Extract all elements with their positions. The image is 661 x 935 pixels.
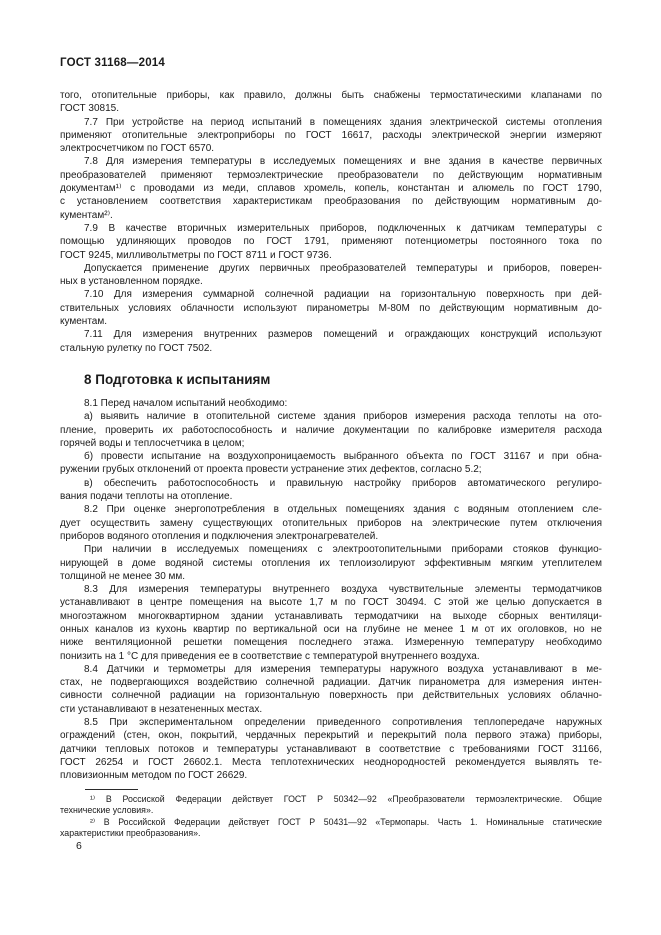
text-line: 7.11 Для измерения внутренних размеров помещений и ограждающих конструкций используют xyxy=(84,329,602,341)
paragraph xyxy=(60,262,602,289)
text-line: горячей воды и теплосчетчика в целом; xyxy=(60,437,245,449)
text-line: стах, не подвергающихся воздействию солнечной радиации. Датчик пиранометра для измерения интен- xyxy=(60,677,602,689)
text-line: сти устанавливают в незатененных местах. xyxy=(60,703,263,715)
footnote-divider xyxy=(85,789,138,790)
document-body xyxy=(60,89,602,840)
text-line: пловизионным методом по ГОСТ 26629. xyxy=(60,770,248,782)
text-line: кументам. xyxy=(60,316,108,328)
text-line: технические условия». xyxy=(60,805,154,816)
paragraph xyxy=(60,116,602,156)
text-line: б) провести испытание на воздухопроницаемость выбранного объекта по ГОСТ 31167 и при обна- xyxy=(84,451,602,463)
text-line: ных в установленном порядке. xyxy=(60,276,203,288)
text-line: ГОСТ 9245, милливольтметры по ГОСТ 8711 и ГОСТ 9736. xyxy=(60,249,332,261)
text-line: 8.2 При оценке энергопотребления в отдельных помещениях здания с водяным отоплением сле- xyxy=(84,504,602,516)
text-line: 7.7 При устройстве на период испытаний в помещениях здания электрической системы отопления xyxy=(84,116,602,128)
text-line: 8.3 Для измерения температуры внутреннего воздуха чувствительные элементы термодатчиков xyxy=(84,584,602,596)
text-line: онных каналов из кухонь квартир по вертикальной оси на глубине не менее 1 м от их оголовков, но не xyxy=(60,623,602,635)
paragraph xyxy=(60,89,602,116)
paragraph xyxy=(60,155,602,221)
text-line: ниже вентиляционной решетки помещения последнего этажа. Измеренную температуру необходимо xyxy=(60,637,602,649)
paragraph xyxy=(60,397,602,410)
paragraph xyxy=(60,450,602,477)
text-line: ружении грубых отклонений от проекта провести устранение этих дефектов, согласно 5.2; xyxy=(60,464,482,476)
text-line: преобразователей применяют термоэлектрические преобразователи по действующим нормативным xyxy=(60,169,602,181)
text-line: 7.10 Для измерения суммарной солнечной радиации на горизонтальную поверхность при дей- xyxy=(84,289,602,301)
paragraph xyxy=(60,583,602,663)
paragraph xyxy=(60,222,602,262)
paragraph xyxy=(60,716,602,782)
text-line: Допускается применение других первичных преобразователей температуры и приборов, поверен- xyxy=(84,262,602,274)
paragraph-list xyxy=(60,89,602,783)
paragraph xyxy=(60,410,602,450)
text-line: понизить на 1 °С для приведения ее в соответствие с температурой внутреннего воздуха. xyxy=(60,650,480,662)
text-line: 7.8 Для измерения температуры в исследуемых помещениях и вне здания в качестве первичных xyxy=(84,156,602,168)
text-line: приборов водяного отопления и подключения электронагревателей. xyxy=(60,530,379,542)
text-line: а) выявить наличие в отопительной системе здания приборов измерения расхода теплоты на ото- xyxy=(84,411,602,423)
text-line: ²⁾ В Российской Федерации действует ГОСТ Р 50431—92 «Термопары. Часть 1. Номинальные статические xyxy=(90,816,602,827)
text-line: ¹⁾ В Россиской Федерации действует ГОСТ Р 50342—92 «Преобразователи термоэлектрические. Общие xyxy=(90,793,602,804)
page-number: 6 xyxy=(76,840,82,852)
text-line: документам¹⁾ с проводами из меди, сплавов хромель, копель, константан и алюмель по ГОСТ 1790, xyxy=(60,183,602,195)
text-line: электросчетчиком по ГОСТ 6570. xyxy=(60,143,215,155)
text-line: ограждений (стен, окон, покрытий, чердачных перекрытий и перекрытий пола первого этажа) приборы, xyxy=(60,730,602,742)
footnote xyxy=(60,817,602,840)
text-line: нирующей в доме водяной системы отопления их теплоизолируют эффективным мягким утеплителем xyxy=(60,557,602,569)
section-heading: 8 Подготовка к испытаниям xyxy=(84,371,271,387)
text-line: применяют отопительные электроприборы по ГОСТ 16617, расходы электрической энергии измеряют xyxy=(60,129,602,141)
text-line: толщиной не менее 30 мм. xyxy=(60,570,186,582)
text-line: ГОСТ 30815. xyxy=(60,103,119,115)
text-line: стальную рулетку по ГОСТ 7502. xyxy=(60,342,213,354)
footnotes-section xyxy=(60,794,602,840)
text-line: характеристики преобразования». xyxy=(60,828,201,839)
text-line: помощью удлиняющих проводов по ГОСТ 1791, применяют потенциометры постоянного тока по xyxy=(60,236,602,248)
text-line: в) обеспечить работоспособность и правильную настройку приборов автоматического регулиро- xyxy=(84,477,602,489)
text-line: сивности солнечной радиации на горизонтальную поверхность при действительных условиях облачно- xyxy=(60,690,602,702)
paragraph xyxy=(60,663,602,716)
text-line: датчики тепловых потоков и температуры устанавливают в соответствие с требованиями ГОСТ 31166, xyxy=(60,743,602,755)
text-line: того, отопительные приборы, как правило, должны быть снабжены термостатическими клапанами по xyxy=(60,90,602,101)
paragraph xyxy=(60,503,602,543)
text-line: ГОСТ 26254 и ГОСТ 26602.1. Места теплотехнических неоднородностей рекомендуется выявлять те- xyxy=(60,756,602,768)
text-line: 8.5 При экспериментальном определении приведенного сопротивления теплопередаче наружных xyxy=(84,717,602,729)
page-header: ГОСТ 31168—2014 xyxy=(60,57,165,69)
text-line: вания подачи теплоты на отопление. xyxy=(60,491,233,503)
paragraph xyxy=(60,288,602,328)
paragraph xyxy=(60,477,602,504)
text-line: 8.4 Датчики и термометры для измерения температуры наружного воздуха устанавливают в ме- xyxy=(84,663,602,675)
text-line: многоэтажном многоквартирном здании устанавливать термодатчики на выходе сборных вентиляци- xyxy=(60,610,602,622)
text-line: 8.1 Перед началом испытаний необходимо: xyxy=(84,397,288,409)
text-line: кументам²⁾. xyxy=(60,209,113,221)
text-line: устанавливают в центре помещения на высоте 1,7 м по ГОСТ 30494. С этой же целью допускается в xyxy=(60,597,602,609)
text-line: дует осуществить замену существующих отопительных приборов на электрические путем отключения xyxy=(60,517,602,529)
paragraph xyxy=(60,543,602,583)
text-line: с установлением соответствия характеристикам преобразования по действующим нормативным до- xyxy=(60,196,602,208)
text-line: При наличии в исследуемых помещениях с электроотопительными приборами стояков функцио- xyxy=(84,544,602,556)
text-line: ствительных условиях облачности используют пиранометры М-80М по действующим нормативным до- xyxy=(60,302,602,314)
footnote xyxy=(60,794,602,817)
text-line: пление, проверить их работоспособность и наличие документации по калибровке измерителя расхода xyxy=(60,424,602,436)
text-line: 7.9 В качестве вторичных измерительных приборов, подключенных к датчикам температуры с xyxy=(84,222,602,234)
paragraph xyxy=(60,328,602,355)
